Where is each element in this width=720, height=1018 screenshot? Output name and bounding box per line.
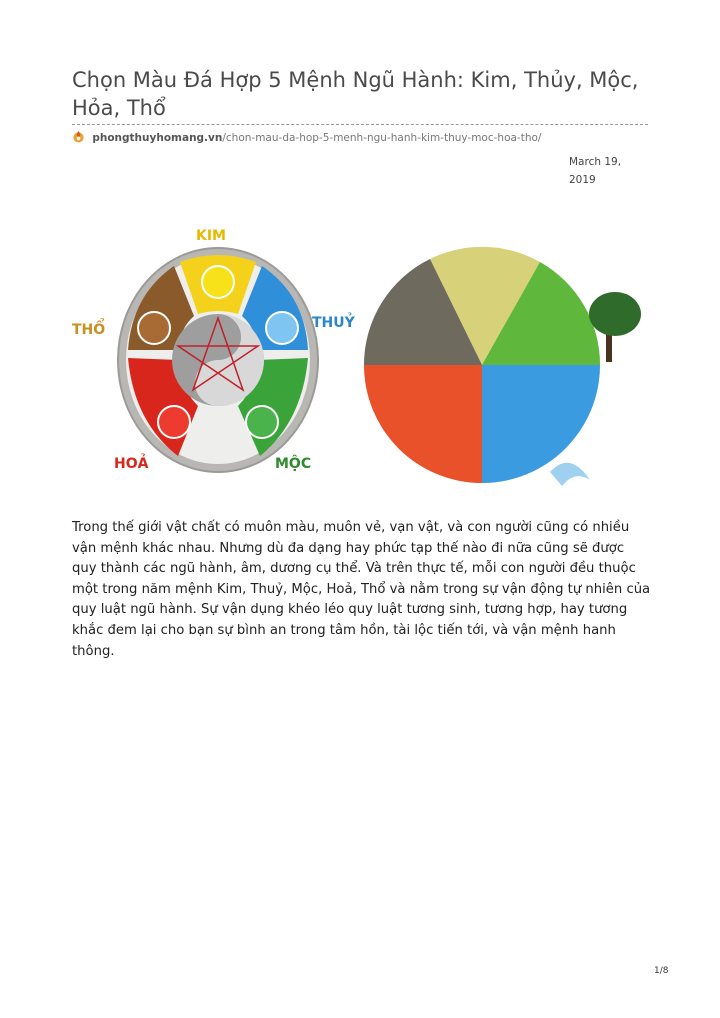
label-thuy: THUỶ (312, 315, 355, 331)
label-moc: MỘC (275, 456, 312, 472)
site-logo-icon (72, 130, 85, 143)
article-body: Trong thế giới vật chất có muôn màu, muôn vẻ, vạn vật, và con người cũng có nhiều vận mệnh khác nhau. Nhưng dù đa dạng hay phức tạp thế nào đi nữa cũng sẽ được quy thành các ngũ hành, âm, dương cụ thể. Và trên thực tế, mỗi con người đều thuộc một trong năm mệnh Kim, Thuỷ, Mộc, Hoả, Thổ và nằm trong sự vận động tự nhiên của quy luật ngũ hành. Sự vận dụng khéo léo quy luật tương sinh, tương hợp, hay tương khắc đem lại cho bạn sự bình an trong tâm hồn, tài lộc tiến tới, và vận mệnh hanh thông. (72, 520, 651, 659)
five-elements-illustration (70, 210, 648, 500)
article-title: Chọn Màu Đá Hợp 5 Mệnh Ngũ Hành: Kim, Thủy, Mộc, Hỏa, Thổ (72, 68, 639, 120)
sphere-thuy (482, 365, 600, 483)
label-tho: THỔ (72, 322, 106, 338)
title-divider (72, 124, 648, 125)
source-domain[interactable]: phongthuyhomang.vn (92, 132, 223, 144)
source-path[interactable]: /chon-mau-da-hop-5-menh-ngu-hanh-kim-thuy-moc-hoa-tho/ (222, 132, 542, 144)
element-sphere (364, 247, 641, 486)
source-line (72, 130, 541, 144)
label-kim: KIM (196, 228, 226, 244)
sphere-hoa (364, 365, 482, 483)
publish-date: March 19, 2019 (569, 156, 622, 186)
page-number: 1/8 (654, 966, 669, 976)
element-wheel (72, 228, 356, 472)
label-hoa: HOẢ (114, 456, 149, 472)
